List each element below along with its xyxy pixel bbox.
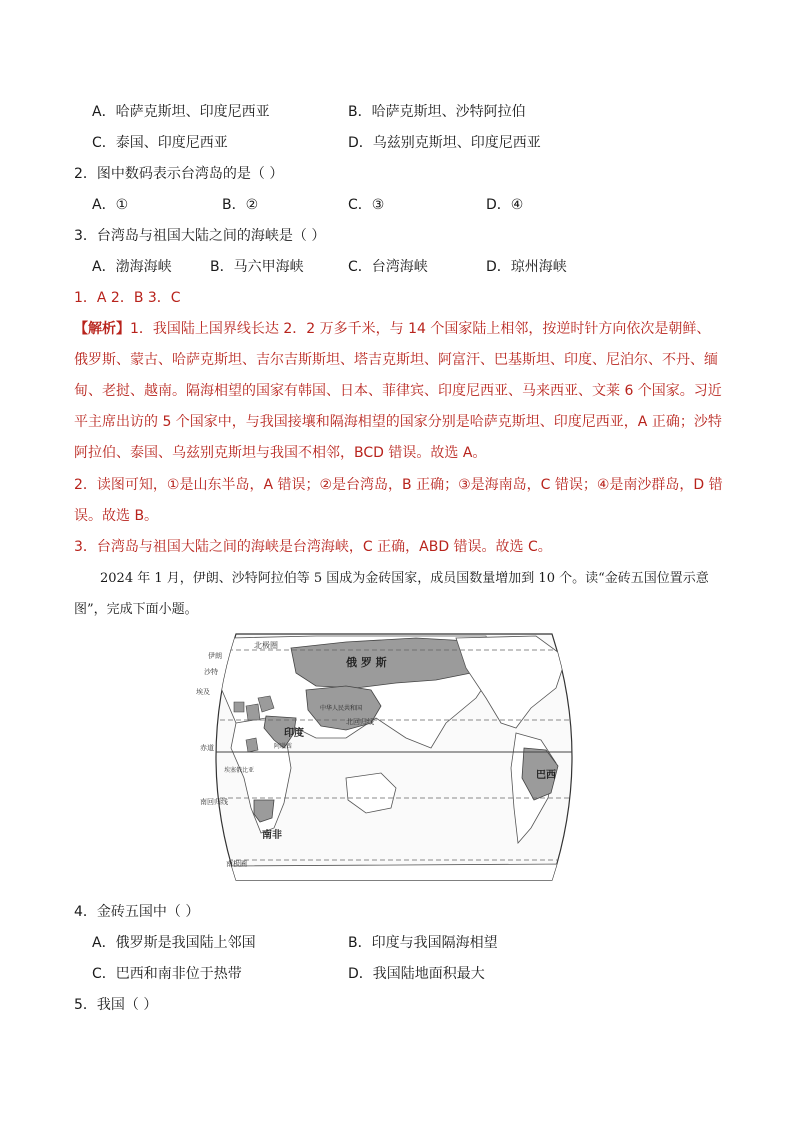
q4-option-a[interactable]: A．俄罗斯是我国陆上邻国 [92, 935, 256, 951]
q3-option-d[interactable]: D．琼州海峡 [486, 259, 567, 275]
q1-option-d[interactable]: D．乌兹别克斯坦、印度尼西亚 [348, 135, 541, 151]
q4-option-b[interactable]: B．印度与我国隔海相望 [348, 935, 498, 951]
label-south-polar: 南极圈 [226, 860, 247, 868]
q4-option-d[interactable]: D．我国陆地面积最大 [348, 966, 485, 982]
answer-key: 1．A 2．B 3．C [74, 290, 181, 306]
ethiopia-shape [246, 738, 258, 752]
label-south-africa: 南非 [262, 830, 282, 841]
group-intro: 2024 年 1 月，伊朗、沙特阿拉伯等 5 国成为金砖国家，成员国数量增加到 10 个。读“金砖五国位置示意图”，完成下面小题。 [74, 571, 709, 617]
label-saudi: 沙特 [204, 668, 218, 676]
q1-option-b[interactable]: B．哈萨克斯坦、沙特阿拉伯 [348, 104, 526, 120]
q3-option-a[interactable]: A．渤海海峡 [92, 259, 172, 275]
q1-option-a[interactable]: A．哈萨克斯坦、印度尼西亚 [92, 104, 270, 120]
brics-map [196, 628, 592, 886]
label-india: 印度 [284, 728, 304, 739]
label-ethiopia: 埃塞俄比亚 [224, 767, 255, 774]
q5-stem: 5．我国（ ） [74, 997, 158, 1013]
label-uae: 阿联酋 [274, 743, 293, 750]
q2-stem: 2．图中数码表示台湾岛的是（ ） [74, 166, 284, 182]
label-egypt: 埃及 [196, 688, 210, 696]
q2-option-d[interactable]: D．④ [486, 197, 524, 213]
q4-stem: 4．金砖五国中（ ） [74, 904, 200, 920]
label-iran: 伊朗 [208, 652, 222, 660]
q3-stem: 3．台湾岛与祖国大陆之间的海峡是（ ） [74, 228, 326, 244]
q3-option-b[interactable]: B．马六甲海峡 [210, 259, 304, 275]
saudi-shape [246, 704, 260, 720]
q4-option-c[interactable]: C．巴西和南非位于热带 [92, 966, 242, 982]
brics-map-svg [196, 628, 592, 886]
label-china: 中华人民共和国 [320, 705, 363, 712]
land-antarctica [226, 864, 566, 886]
label-north-tropic: 北回归线 [346, 718, 374, 726]
label-russia: 俄 罗 斯 [346, 656, 387, 669]
analysis-tag: 【解析】 [74, 321, 130, 337]
label-equator: 赤道 [200, 744, 214, 752]
label-north-polar: 北极圈 [254, 641, 278, 650]
analysis-paragraph-2: 2．读图可知，①是山东半岛，A 错误；②是台湾岛，B 正确；③是海南岛，C 错误；④是南沙群岛，D 错误。故选 B。 [74, 477, 723, 524]
q3-option-c[interactable]: C．台湾海峡 [348, 259, 428, 275]
q2-option-a[interactable]: A．① [92, 197, 129, 213]
analysis-paragraph-1 [74, 314, 724, 469]
q2-option-c[interactable]: C．③ [348, 197, 385, 213]
analysis-text-1: 1．我国陆上国界线长达 2．2 万多千米，与 14 个国家陆上相邻，按逆时针方向依次是朝鲜、俄罗斯、蒙古、哈萨克斯坦、吉尔吉斯斯坦、塔吉克斯坦、阿富汗、巴基斯坦、印度、尼泊尔、不丹、缅甸、老挝、越南。隔海相望的国家有韩国、日本、菲律宾、印度尼西亚、马来西亚、文莱 6 个国家。习近平主席出访的 5 个国家中，与我国接壤和隔海相望的国家分别是哈萨克斯坦、印度尼西亚，A 正确；沙特阿拉伯、泰国、乌兹别克斯坦与我国不相邻，BCD 错误。故选 A。 [74, 321, 722, 461]
label-south-tropic: 南回归线 [200, 798, 228, 806]
q2-option-b[interactable]: B．② [222, 197, 259, 213]
q1-option-c[interactable]: C．泰国、印度尼西亚 [92, 135, 228, 151]
label-brazil: 巴西 [536, 770, 556, 781]
egypt-shape [234, 702, 244, 712]
analysis-paragraph-3: 3．台湾岛与祖国大陆之间的海峡是台湾海峡，C 正确，ABD 错误。故选 C。 [74, 539, 552, 555]
